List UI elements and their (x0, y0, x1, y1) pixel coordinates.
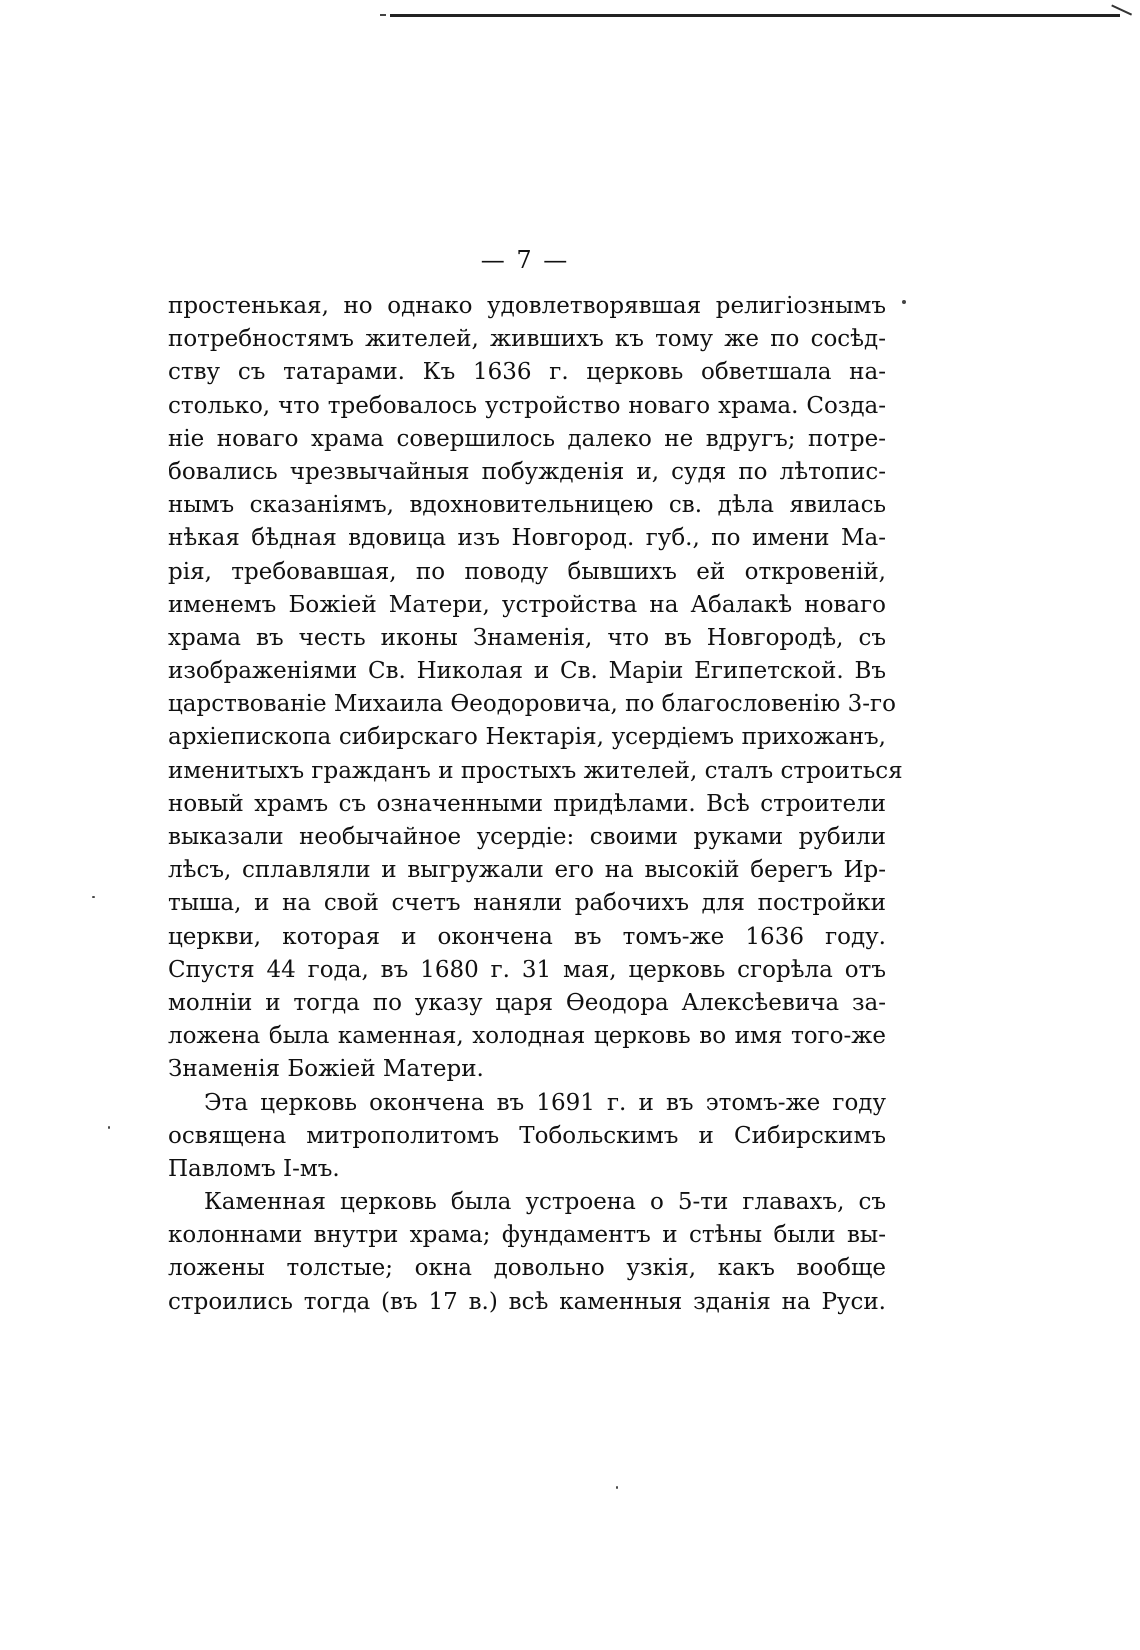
scan-edge-line (390, 14, 1120, 17)
page-number: — 7 — (480, 246, 570, 274)
text-line: именемъ Божіей Матери, устройства на Абалакѣ новаго (168, 591, 886, 618)
text-line: молніи и тогда по указу царя Өеодора Алексѣевича за- (168, 989, 886, 1016)
text-line: колоннами внутри храма; фундаментъ и стѣны были вы- (168, 1222, 886, 1249)
text-line: потребностямъ жителей, жившихъ къ тому же по сосѣд- (168, 326, 886, 353)
text-line: церкви, которая и окончена въ томъ-же 1636 году. (168, 923, 886, 950)
text-line: лѣсъ, сплавляли и выгружали его на высокій берегъ Ир- (168, 857, 886, 884)
text-line: именитыхъ гражданъ и простыхъ жителей, сталъ строиться (168, 757, 903, 784)
text-line: Эта церковь окончена въ 1691 г. и въ этомъ-же году (204, 1089, 886, 1116)
paragraph-2 (168, 1087, 886, 1187)
text-line: освящена митрополитомъ Тобольскимъ и Сибирскимъ (168, 1122, 886, 1149)
text-line: ложена была каменная, холодная церковь во имя того-же (168, 1023, 886, 1050)
text-line: выказали необычайное усердіе: своими руками рубили (168, 824, 886, 850)
text-line: ніе новаго храма совершилось далеко не вдругъ; потре- (168, 425, 886, 452)
text-line: простенькая, но однако удовлетворявшая религіознымъ (168, 293, 886, 319)
text-line: нымъ сказаніямъ, вдохновительницею св. дѣла явилась (168, 492, 886, 519)
text-line: бовались чрезвычайныя побужденія и, судя по лѣтопис- (168, 458, 886, 485)
text-line: Спустя 44 года, въ 1680 г. 31 мая, церковь сгорѣла отъ (168, 956, 886, 983)
scan-speck (902, 300, 906, 304)
text-line: Павломъ І-мъ. (168, 1155, 340, 1182)
body-text (168, 290, 903, 1319)
scan-corner-mark (1102, 4, 1132, 35)
text-line: новый храмъ съ означенными придѣлами. Всѣ строители (168, 790, 886, 817)
scan-speck (108, 1126, 110, 1129)
text-line: архіепископа сибирскаго Нектарія, усердіемъ прихожанъ, (168, 724, 886, 751)
text-line: тыша, и на свой счетъ наняли рабочихъ для постройки (168, 890, 886, 917)
paragraph-3 (168, 1186, 886, 1319)
text-line: столько, что требовалось устройство новаго храма. Созда- (168, 392, 886, 419)
text-line: ложены толстые; окна довольно узкія, какъ вообще (168, 1255, 886, 1282)
text-line: царствованіе Михаила Өеодоровича, по благословенію 3-го (168, 691, 896, 718)
paragraph-1 (168, 290, 903, 1087)
text-line: изображеніями Св. Николая и Св. Маріи Египетской. Въ (168, 658, 886, 685)
text-line: храма въ честь иконы Знаменія, что въ Новгородѣ, съ (168, 624, 886, 651)
text-line: ству съ татарами. Къ 1636 г. церковь обветшала на- (168, 359, 886, 386)
text-line: строились тогда (въ 17 в.) всѣ каменныя зданія на Руси. (168, 1288, 886, 1315)
text-line: Знаменія Божіей Матери. (168, 1056, 484, 1083)
text-line: рія, требовавшая, по поводу бывшихъ ей откровеній, (168, 558, 886, 585)
text-line: нѣкая бѣдная вдовица изъ Новгород. губ., по имени Ма- (168, 525, 886, 552)
scan-speck (616, 1486, 618, 1489)
scan-speck (92, 896, 95, 898)
text-line: Каменная церковь была устроена о 5-ти главахъ, съ (204, 1189, 886, 1216)
